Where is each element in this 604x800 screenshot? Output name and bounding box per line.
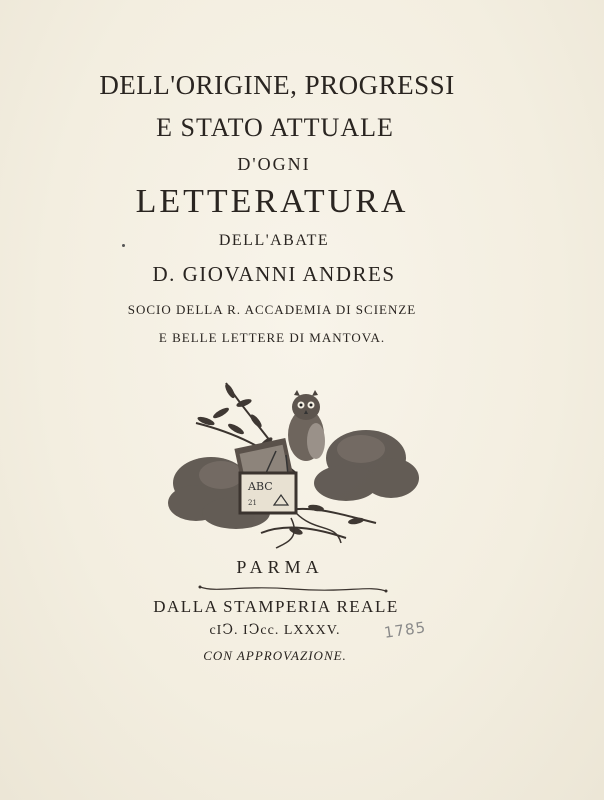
imprint-city: PARMA bbox=[236, 557, 324, 577]
imprint-date: cIↃ. IↃcc. LXXXV. bbox=[209, 623, 341, 638]
tablet-number: 21 bbox=[248, 499, 257, 507]
author-name: D. GIOVANNI ANDRES bbox=[152, 262, 396, 286]
author-affiliation-2: E BELLE LETTERE DI MANTOVA. bbox=[158, 330, 386, 345]
engraved-vignette-owl-icon bbox=[166, 363, 426, 553]
title-line-2: E STATO ATTUALE bbox=[156, 113, 394, 142]
title-line-1: DELL'ORIGINE, PROGRESSI bbox=[99, 70, 455, 100]
tablet-letters: ABC bbox=[248, 480, 273, 493]
imprint-printer: DALLA STAMPERIA REALE bbox=[153, 597, 399, 616]
main-title: LETTERATURA bbox=[135, 183, 409, 220]
flourish-divider-icon bbox=[198, 583, 388, 595]
pencil-annotation: 1785 bbox=[382, 618, 428, 642]
author-intro: DELL'ABATE bbox=[218, 232, 330, 249]
imprint-approval: CON APPROVAZIONE. bbox=[203, 648, 347, 663]
title-line-3: D'OGNI bbox=[237, 154, 311, 174]
author-affiliation-1: SOCIO DELLA R. ACCADEMIA DI SCIENZE bbox=[127, 302, 417, 317]
